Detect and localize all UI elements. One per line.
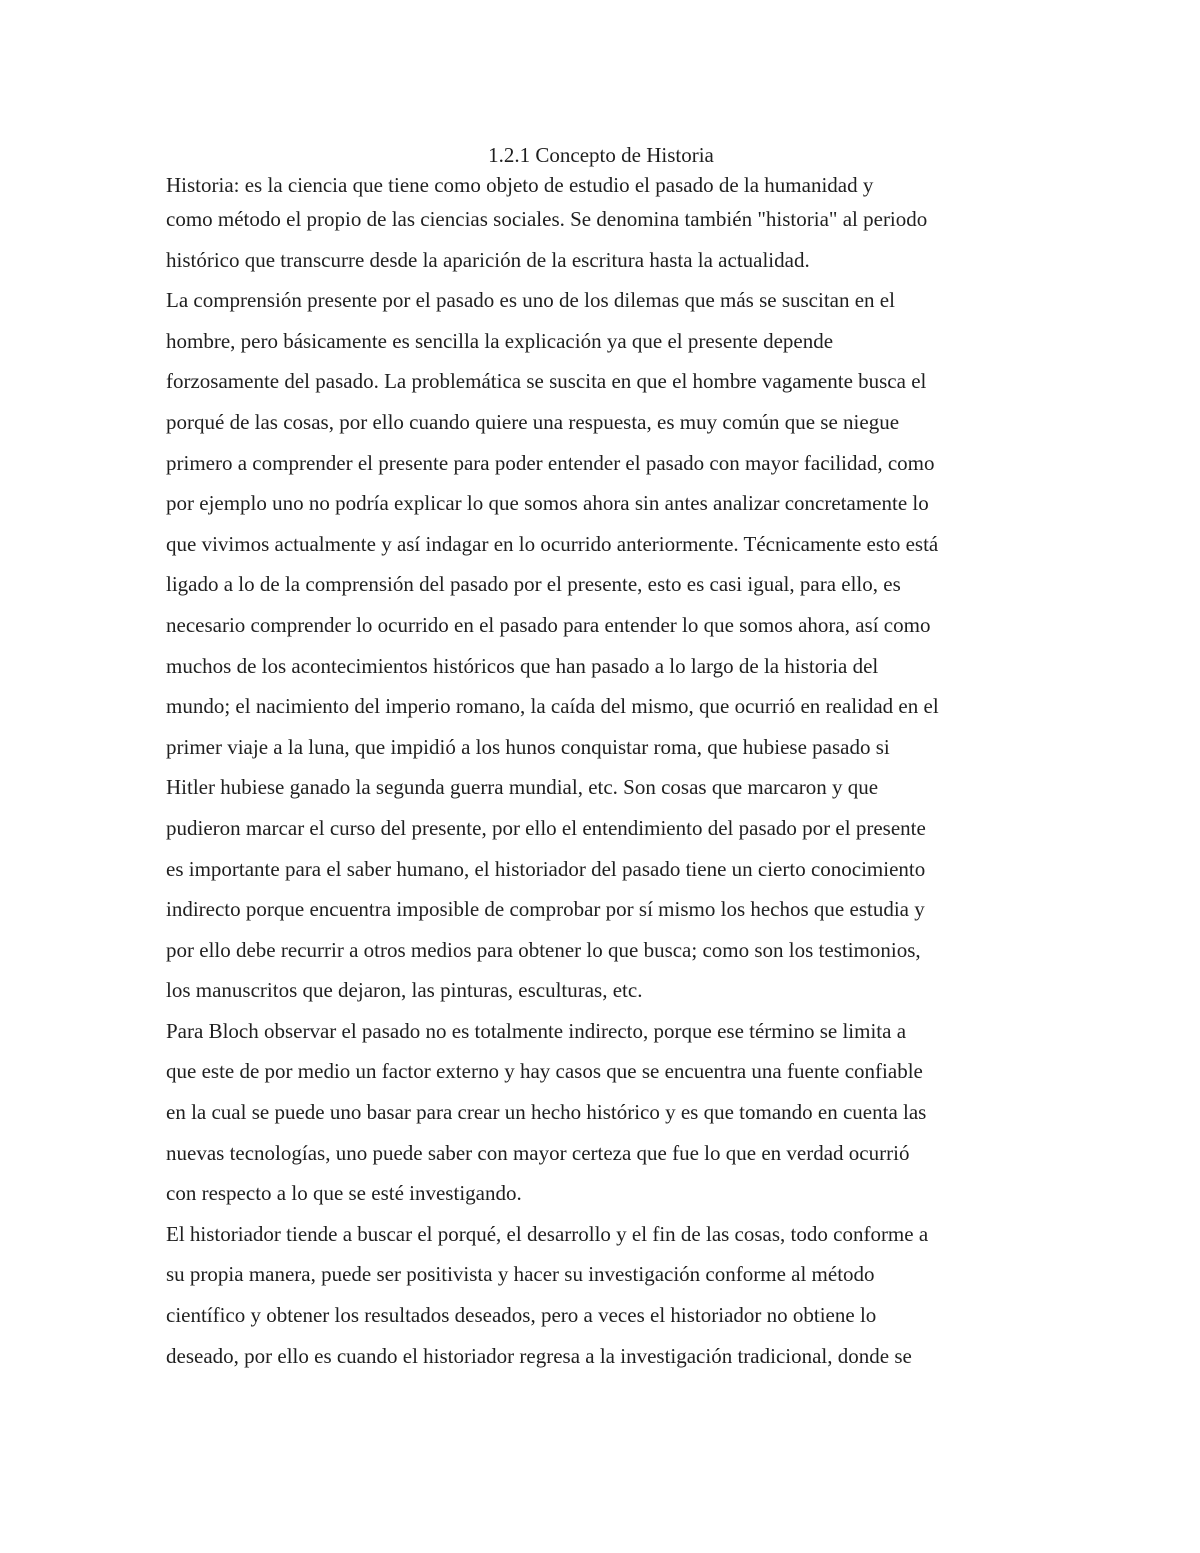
text-line: deseado, por ello es cuando el historiador regresa a la investigación tradicional, donde se	[166, 1343, 912, 1368]
text-line: Hitler hubiese ganado la segunda guerra mundial, etc. Son cosas que marcaron y que	[166, 775, 879, 800]
text-line: muchos de los acontecimientos históricos que han pasado a lo largo de la historia del	[166, 653, 879, 678]
text-line: su propia manera, puede ser positivista y hacer su investigación conforme al método	[166, 1262, 875, 1287]
text-line: primer viaje a la luna, que impidió a los hunos conquistar roma, que hubiese pasado si	[166, 734, 890, 759]
document-body	[166, 139, 1036, 1376]
text-line: con respecto a lo que se esté investigando.	[166, 1181, 522, 1206]
text-line: forzosamente del pasado. La problemática se suscita en que el hombre vagamente busca el	[166, 369, 927, 394]
document-title: 1.2.1 Concepto de Historia	[488, 143, 714, 167]
text-line: La comprensión presente por el pasado es uno de los dilemas que más se suscitan en el	[166, 288, 895, 313]
text-line: pudieron marcar el curso del presente, por ello el entendimiento del pasado por el presente	[166, 815, 926, 840]
text-line: científico y obtener los resultados deseados, pero a veces el historiador no obtiene lo	[166, 1303, 877, 1328]
text-line: que este de por medio un factor externo y hay casos que se encuentra una fuente confiable	[166, 1059, 923, 1084]
text-line: los manuscritos que dejaron, las pinturas, esculturas, etc.	[166, 978, 643, 1003]
text-line: por ejemplo uno no podría explicar lo que somos ahora sin antes analizar concretamente lo	[166, 491, 929, 516]
text-line: como método el propio de las ciencias sociales. Se denomina también "historia" al periodo	[166, 207, 928, 231]
text-line: Para Bloch observar el pasado no es totalmente indirecto, porque ese término se limita a	[166, 1018, 907, 1043]
text-line: nuevas tecnologías, uno puede saber con mayor certeza que fue lo que en verdad ocurrió	[166, 1140, 910, 1165]
text-line: ligado a lo de la comprensión del pasado por el presente, esto es casi igual, para ello, es	[166, 572, 901, 597]
text-line: indirecto porque encuentra imposible de comprobar por sí mismo los hechos que estudia y	[166, 897, 925, 922]
text-line: Historia: es la ciencia que tiene como objeto de estudio el pasado de la humanidad y	[166, 173, 874, 197]
text-line: necesario comprender lo ocurrido en el pasado para entender lo que somos ahora, así como	[166, 612, 931, 637]
text-line: El historiador tiende a buscar el porqué, el desarrollo y el fin de las cosas, todo conforme a	[166, 1221, 929, 1246]
text-line: histórico que transcurre desde la aparición de la escritura hasta la actualidad.	[166, 247, 810, 272]
text-line: que vivimos actualmente y así indagar en lo ocurrido anteriormente. Técnicamente esto está	[166, 531, 939, 556]
text-line: porqué de las cosas, por ello cuando quiere una respuesta, es muy común que se niegue	[166, 409, 900, 434]
text-line: primero a comprender el presente para poder entender el pasado con mayor facilidad, como	[166, 450, 935, 475]
text-line: mundo; el nacimiento del imperio romano, la caída del mismo, que ocurrió en realidad en el	[166, 694, 939, 719]
text-line: hombre, pero básicamente es sencilla la explicación ya que el presente depende	[166, 328, 834, 353]
text-line: en la cual se puede uno basar para crear un hecho histórico y es que tomando en cuenta las	[166, 1100, 927, 1125]
text-line: por ello debe recurrir a otros medios para obtener lo que busca; como son los testimonios,	[166, 937, 921, 962]
text-line: es importante para el saber humano, el historiador del pasado tiene un cierto conocimiento	[166, 856, 926, 881]
